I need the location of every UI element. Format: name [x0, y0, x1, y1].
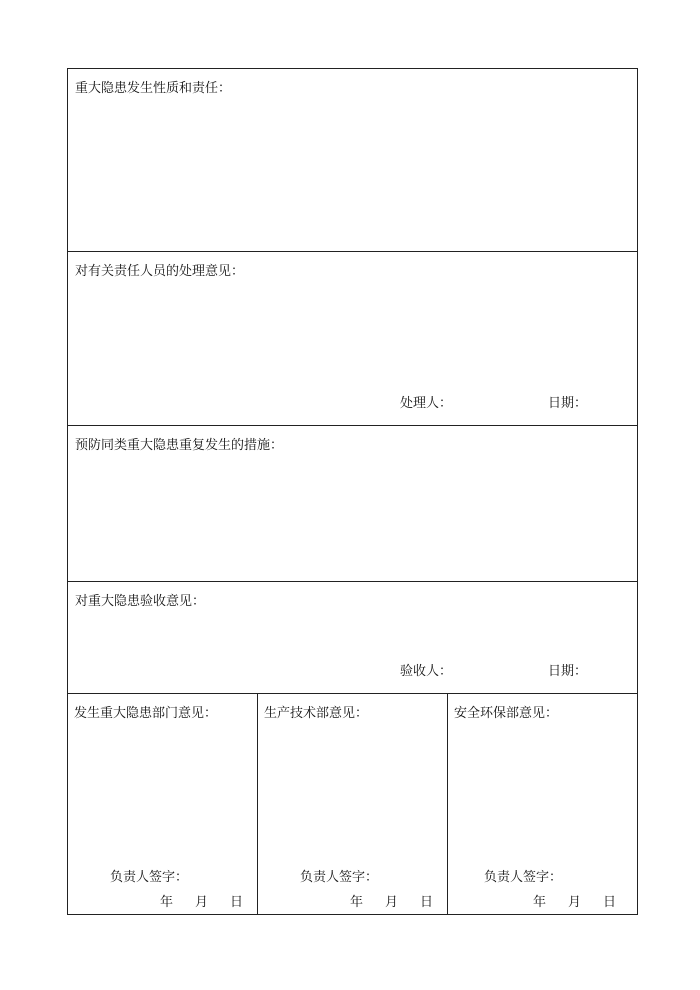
day-label: 日: [230, 895, 244, 910]
handling-date-label: 日期：: [548, 396, 588, 411]
department-opinion-cell[interactable]: [68, 694, 258, 914]
handling-opinion-label: 对有关责任人员的处理意见：: [75, 264, 245, 279]
month-label: 月: [385, 895, 399, 910]
hazard-report-form: [67, 68, 638, 915]
year-label: 年: [350, 895, 364, 910]
department-opinion-cell[interactable]: [258, 694, 448, 914]
handler-label: 处理人：: [400, 396, 453, 411]
department-opinion-label: 生产技术部意见：: [264, 706, 369, 721]
day-label: 日: [420, 895, 434, 910]
nature-responsibility-label: 重大隐患发生性质和责任：: [75, 81, 232, 96]
month-label: 月: [568, 895, 582, 910]
acceptor-label: 验收人：: [400, 664, 453, 679]
acceptance-opinion-section[interactable]: [68, 582, 637, 694]
department-opinion-label: 安全环保部意见：: [454, 706, 559, 721]
date-line: [533, 891, 616, 910]
prevention-measures-label: 预防同类重大隐患重复发生的措施：: [75, 438, 284, 453]
department-opinions-row: [68, 694, 637, 914]
acceptance-opinion-label: 对重大隐患验收意见：: [75, 594, 206, 609]
prevention-measures-section[interactable]: [68, 426, 637, 582]
year-label: 年: [160, 895, 174, 910]
signature-label: 负责人签字：: [300, 870, 379, 885]
date-line: [160, 891, 243, 910]
signature-label: 负责人签字：: [110, 870, 189, 885]
date-line: [350, 891, 433, 910]
nature-responsibility-section[interactable]: [68, 69, 637, 252]
handling-opinion-section[interactable]: [68, 252, 637, 426]
department-opinion-label: 发生重大隐患部门意见：: [74, 706, 218, 721]
month-label: 月: [195, 895, 209, 910]
day-label: 日: [603, 895, 617, 910]
department-opinion-cell[interactable]: [448, 694, 637, 914]
acceptance-date-label: 日期：: [548, 664, 588, 679]
signature-label: 负责人签字：: [484, 870, 563, 885]
year-label: 年: [533, 895, 547, 910]
